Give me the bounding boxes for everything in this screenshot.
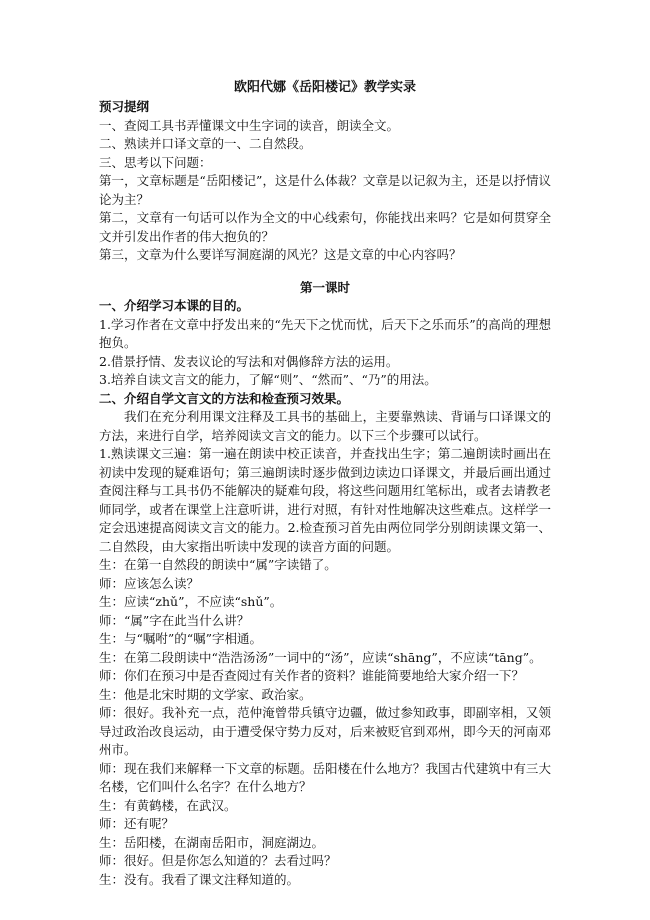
goal-item: 1.学习作者在文章中抒发出来的“先天下之忧而忧，后天下之乐而乐”的高尚的理想抱负。 [99,316,551,350]
dialogue-line: 生：在第二段朗读中“浩浩汤汤”一词中的“汤”，应读“shāng”，不应读“tāng”。 [99,649,542,665]
dialogue-line: 师：很好。但是你怎么知道的？去看过吗？ [99,853,337,868]
preview-question: 第二，文章有一句话可以作为全文的中心线索句，你能找出来吗？它是如何贯穿全文并引发出作者的伟大抱负的？ [99,210,551,244]
dialogue-line: 师：“属”字在此当什么讲？ [99,612,250,628]
dialogue-line: 生：岳阳楼，在湖南岳阳市，洞庭湖边。 [99,834,325,850]
preview-item: 一、查阅工具书弄懂课文中生字词的读音，朗读全文。 [99,117,400,133]
document-page [99,78,551,889]
preview-question: 第三，文章为什么要详写洞庭湖的风光？这是文章的中心内容吗？ [99,247,462,262]
document-title: 欧阳代娜《岳阳楼记》教学实录 [233,80,416,95]
section-intro: 我们在充分利用课文注释及工具书的基础上，主要靠熟读、背诵与口译课文的方法，来进行自学，培养阅读文言文的能力。以下三个步骤可以试行。 [99,409,551,443]
preview-question: 第一，文章标题是“岳阳楼记”，这是什么体裁？文章是以记叙为主，还是以抒情议论为主？ [99,173,551,207]
dialogue-line: 师：还有呢？ [99,816,175,831]
dialogue-line: 师：现在我们来解释一下文章的标题。岳阳楼在什么地方？我国古代建筑中有三大名楼，它们叫什么名字？在什么地方？ [99,760,551,794]
goal-item: 2.借景抒情、发表议论的写法和对偶修辞方法的运用。 [99,353,399,369]
preview-item: 三、思考以下问题： [99,154,212,170]
preview-item: 二、熟读并口译文章的一、二自然段。 [99,136,312,151]
dialogue-line: 生：他是北宋时期的文学家、政治家。 [99,686,312,702]
dialogue-line: 师：很好。我补充一点，范仲淹曾带兵镇守边疆，做过参知政事，即副宰相，又领导过政治改良运动，由于遭受保守势力反对，后来被贬官到邓州，即今天的河南邓州市。 [99,705,551,757]
preview-heading: 预习提纲 [99,99,150,114]
dialogue-line: 生：没有。我看了课文注释知道的。 [99,871,300,887]
dialogue-line: 生：与“嘱咐”的“嘱”字相通。 [99,631,263,646]
spacer [99,265,551,279]
dialogue-line: 师：你们在预习中是否查阅过有关作者的资料？谁能简要地给大家介绍一下？ [99,668,525,683]
section-heading: 二、介绍自学文言文的方法和检查预习效果。 [99,390,350,406]
dialogue-line: 生：有黄鹤楼，在武汉。 [99,797,237,813]
dialogue-line: 生：在第一自然段的朗读中“属”字读错了。 [99,557,337,572]
section-steps: 1.熟读课文三遍：第一遍在朗读中校正读音，并查找出生字；第二遍朗读时画出在初读中发现的疑难语句；第三遍朗读时逐步做到边读边口译课文，并最后画出通过查阅注释与工具书仍不能解决的疑难句段，将这些问题用红笔标出，或者去请教老师同学，或者在课堂上注意听讲，进行对照，有针对性地解决这些难点。这样学一定会迅速提高阅读文言文的能力。2.检查预习首先由两位同学分别朗读课文第一、二自然段，由大家指出听读中发现的读音方面的问题。 [99,446,551,554]
lesson-heading: 第一课时 [299,279,350,295]
goal-item: 3.培养自读文言文的能力，了解“则”、“然而”、“乃”的用法。 [99,372,437,387]
section-heading: 一、介绍学习本课的目的。 [99,298,250,313]
dialogue-line: 生：应读“zhǔ”，不应读“shǔ”。 [99,594,283,609]
dialogue-line: 师：应该怎么读？ [99,575,200,591]
